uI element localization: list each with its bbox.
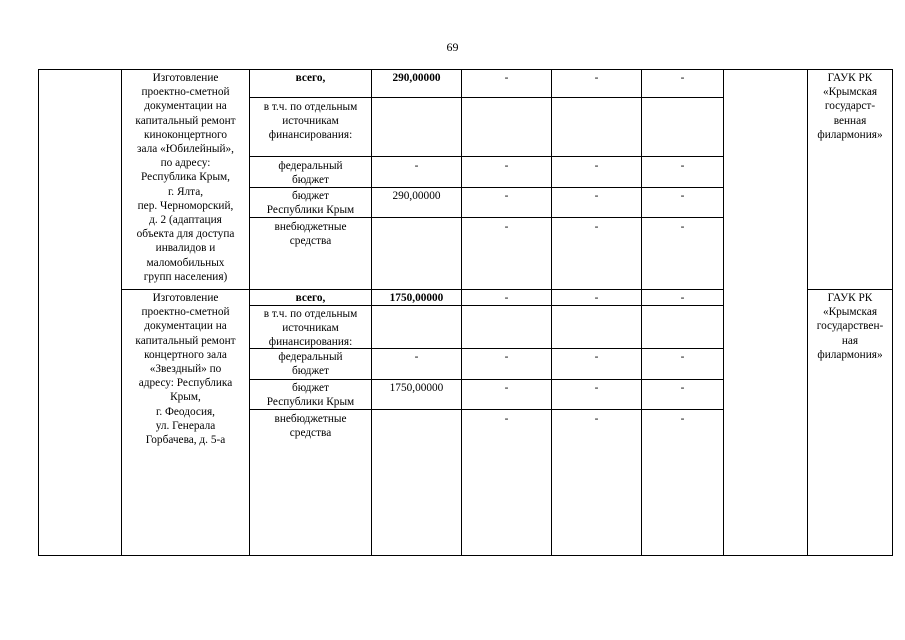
value-dash: -	[504, 413, 509, 425]
value-dash: -	[594, 292, 599, 304]
amount-total: 1750,00000	[389, 292, 444, 304]
page-number: 69	[446, 40, 459, 54]
value-dash: -	[504, 221, 509, 233]
column-divider	[723, 69, 724, 556]
value-dash: -	[504, 72, 509, 84]
value-dash: -	[594, 72, 599, 84]
source-label-total: всего,	[295, 72, 326, 84]
table-border-top	[38, 69, 893, 70]
source-label-regional: бюджет Республики Крым	[266, 190, 355, 217]
block-divider	[807, 289, 893, 290]
source-label-breakdown: в т.ч. по отдельным источникам финансирования:	[263, 101, 358, 142]
row-divider	[249, 379, 724, 380]
amount-total: 290,00000	[392, 72, 441, 84]
value-dash: -	[680, 72, 685, 84]
amount-federal: -	[414, 351, 419, 363]
source-label-extrabudgetary: внебюджетные средства	[274, 413, 347, 440]
source-label-federal: федеральный бюджет	[278, 160, 343, 187]
amount-regional: 290,00000	[392, 190, 441, 202]
value-dash: -	[680, 351, 685, 363]
value-dash: -	[594, 413, 599, 425]
value-dash: -	[504, 160, 509, 172]
column-divider	[461, 69, 462, 556]
value-dash: -	[680, 160, 685, 172]
value-dash: -	[504, 292, 509, 304]
row-divider	[249, 156, 724, 157]
amount-regional: 1750,00000	[389, 382, 444, 394]
value-dash: -	[680, 382, 685, 394]
value-dash: -	[680, 413, 685, 425]
column-divider	[551, 69, 552, 556]
block-divider	[121, 289, 724, 290]
source-label-breakdown: в т.ч. по отдельным источникам финансирования:	[263, 308, 358, 349]
object-description: Изготовление проектно-сметной документации на капитальный ремонт концертного зала «Звездный» по адресу: Республика Крым, г. Феодосия, ул. Генерала Горбачева, д. 5-а	[135, 292, 236, 447]
table-border-right	[892, 69, 893, 556]
source-label-federal: федеральный бюджет	[278, 351, 343, 378]
source-label-total: всего,	[295, 292, 326, 304]
object-description: Изготовление проектно-сметной документации на капитальный ремонт киноконцертного зала «Юбилейный», по адресу: Республика Крым, г. Ялта, пер. Черноморский, д. 2 (адаптация объекта для доступа инвалидов и маломобильных групп населения)	[135, 72, 236, 283]
value-dash: -	[504, 190, 509, 202]
value-dash: -	[504, 351, 509, 363]
table-border-bottom	[38, 555, 893, 556]
column-divider	[371, 69, 372, 556]
value-dash: -	[594, 190, 599, 202]
row-divider	[249, 97, 724, 98]
amount-federal: -	[414, 160, 419, 172]
column-divider	[641, 69, 642, 556]
value-dash: -	[594, 221, 599, 233]
executor: ГАУК РК «Крымская государствен- ная филармония»	[816, 292, 884, 361]
executor: ГАУК РК «Крымская государст- венная филармония»	[817, 72, 883, 141]
value-dash: -	[594, 382, 599, 394]
value-dash: -	[504, 382, 509, 394]
value-dash: -	[680, 190, 685, 202]
value-dash: -	[594, 160, 599, 172]
source-label-regional: бюджет Республики Крым	[266, 382, 355, 409]
table-border-left	[38, 69, 39, 556]
source-label-extrabudgetary: внебюджетные средства	[274, 221, 347, 248]
financing-table	[38, 69, 893, 556]
value-dash: -	[680, 292, 685, 304]
value-dash: -	[594, 351, 599, 363]
value-dash: -	[680, 221, 685, 233]
